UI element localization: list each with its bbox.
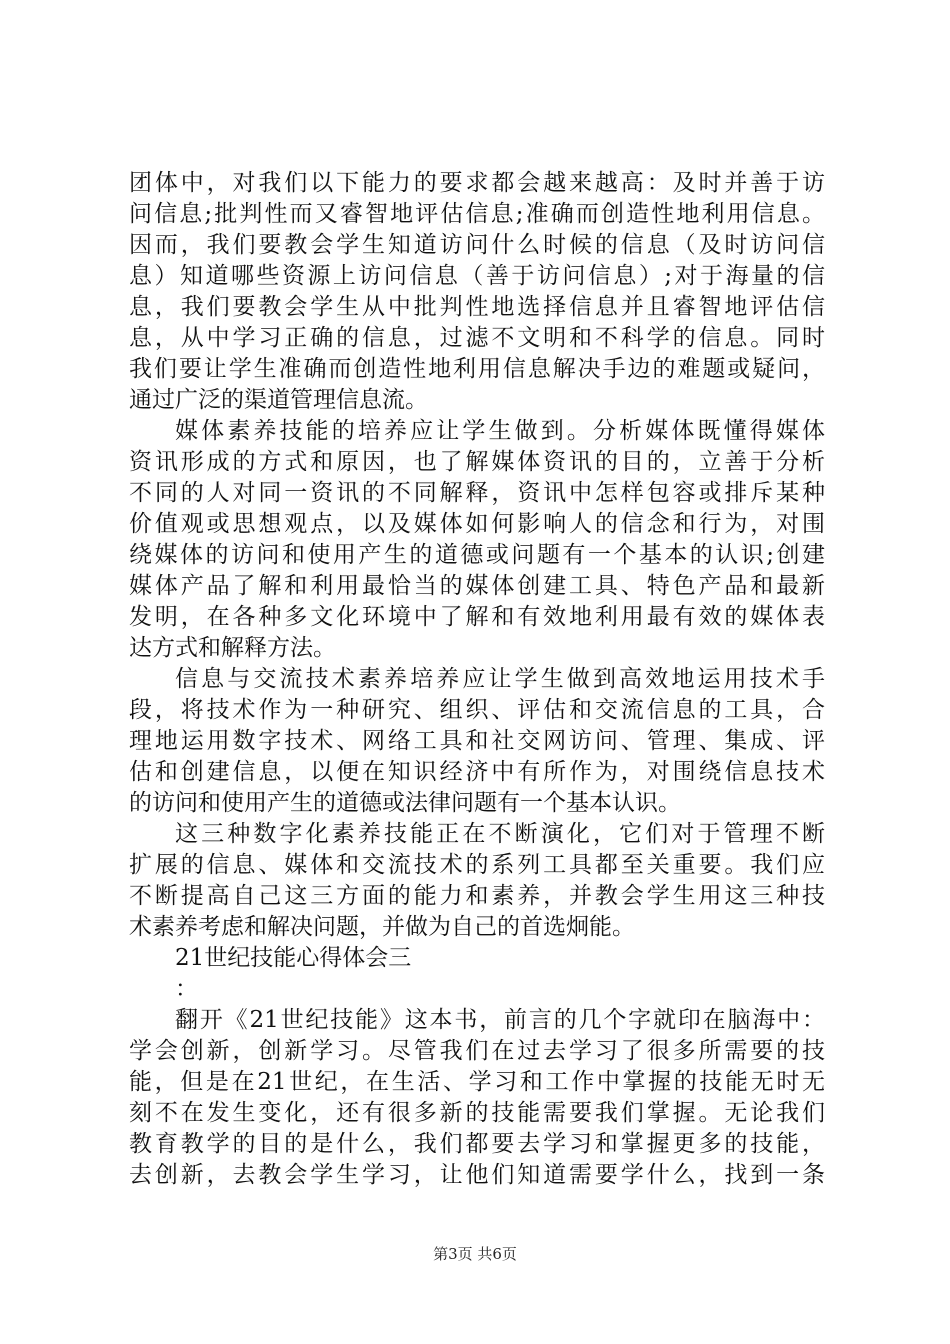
text-line: 息，从中学习正确的信息，过滤不文明和不科学的信息。同时 <box>129 325 825 351</box>
section-heading <box>129 943 825 1005</box>
text-line: 绕媒体的访问和使用产生的道德或问题有一个基本的认识;创建 <box>129 542 825 568</box>
text-line: 息）知道哪些资源上访问信息（善于访问信息）;对于海量的信 <box>129 263 825 289</box>
text-line: 信息与交流技术素养培养应让学生做到高效地运用技术手 <box>175 666 825 692</box>
text-line: 通过广泛的渠道管理信息流。 <box>129 387 428 413</box>
text-line: 达方式和解释方法。 <box>129 635 336 661</box>
document-body <box>129 168 825 1191</box>
text-line: 教育教学的目的是什么，我们都要去学习和掌握更多的技能， <box>129 1131 825 1157</box>
heading-line: 21世纪技能心得体会三 <box>175 945 412 971</box>
text-line: 价值观或思想观点，以及媒体如何影响人的信念和行为，对围 <box>129 511 825 537</box>
heading-colon: ： <box>175 976 198 1002</box>
paragraph <box>129 168 825 416</box>
text-line: 团体中，对我们以下能力的要求都会越来越高：及时并善于访 <box>129 170 825 196</box>
text-line: 不断提高自己这三方面的能力和素养，并教会学生用这三种技 <box>129 883 825 909</box>
text-line: 这三种数字化素养技能正在不断演化，它们对于管理不断 <box>175 821 825 847</box>
paragraph <box>129 1005 825 1191</box>
text-line: 术素养考虑和解决问题，并做为自己的首选炯能。 <box>129 914 635 940</box>
text-line: 媒体素养技能的培养应让学生做到。分析媒体既懂得媒体 <box>175 418 825 444</box>
text-line: 因而，我们要教会学生知道访问什么时候的信息（及时访问信 <box>129 232 825 258</box>
text-line: 的访问和使用产生的道德或法律问题有一个基本认识。 <box>129 790 681 816</box>
text-line: 资讯形成的方式和原因，也了解媒体资讯的目的，立善于分析 <box>129 449 825 475</box>
text-line: 去创新，去教会学生学习，让他们知道需要学什么，找到一条 <box>129 1162 825 1188</box>
text-line: 问信息;批判性而又睿智地评估信息;准确而创造性地利用信息。 <box>129 201 825 227</box>
text-line: 理地运用数字技术、网络工具和社交网访问、管理、集成、评 <box>129 728 825 754</box>
text-line: 段，将技术作为一种研究、组织、评估和交流信息的工具，合 <box>129 697 825 723</box>
text-line: 翻开《21世纪技能》这本书，前言的几个字就印在脑海中： <box>175 1007 825 1033</box>
text-line: 不同的人对同一资讯的不同解释，资讯中怎样包容或排斥某种 <box>129 480 825 506</box>
paragraph <box>129 819 825 943</box>
text-line: 刻不在发生变化，还有很多新的技能需要我们掌握。无论我们 <box>129 1100 825 1126</box>
text-line: 媒体产品了解和利用最恰当的媒体创建工具、特色产品和最新 <box>129 573 825 599</box>
paragraph <box>129 664 825 819</box>
text-line: 扩展的信息、媒体和交流技术的系列工具都至关重要。我们应 <box>129 852 825 878</box>
text-line: 发明，在各种多文化环境中了解和有效地利用最有效的媒体表 <box>129 604 825 630</box>
text-line: 我们要让学生准确而创造性地利用信息解决手边的难题或疑问， <box>129 356 825 382</box>
text-line: 息，我们要教会学生从中批判性地选择信息并且睿智地评估信 <box>129 294 825 320</box>
paragraph <box>129 416 825 664</box>
page-number-footer: 第3页 共6页 <box>433 1245 517 1263</box>
text-line: 估和创建信息，以便在知识经济中有所作为，对围绕信息技术 <box>129 759 825 785</box>
text-line: 学会创新，创新学习。尽管我们在过去学习了很多所需要的技 <box>129 1038 825 1064</box>
text-line: 能，但是在21世纪，在生活、学习和工作中掌握的技能无时无 <box>129 1069 825 1095</box>
